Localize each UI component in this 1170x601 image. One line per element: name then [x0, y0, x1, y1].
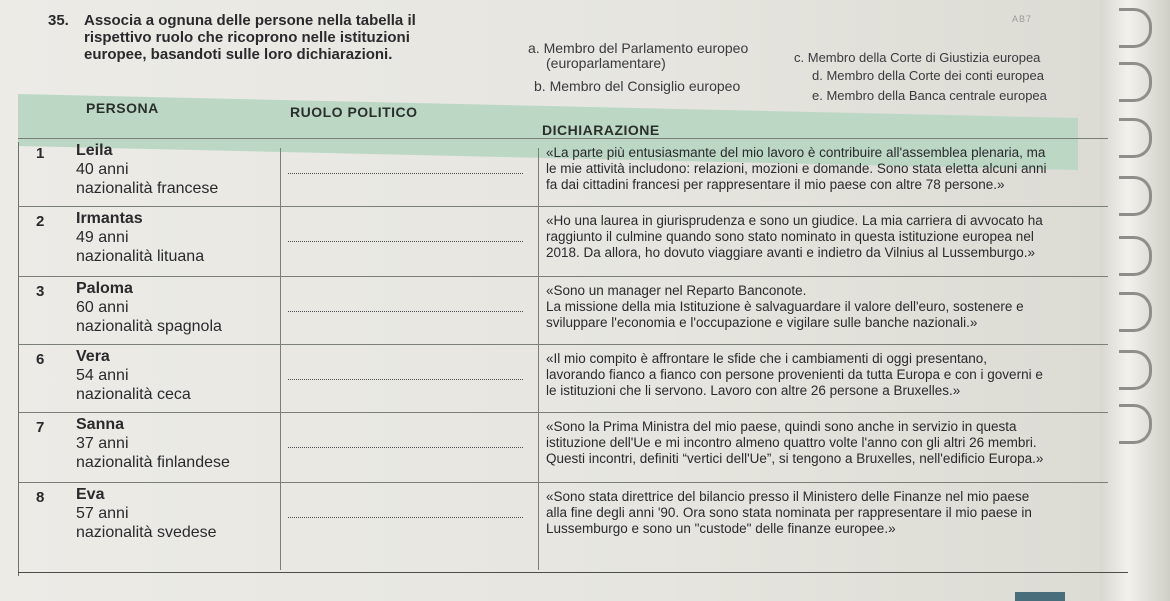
answer-blank[interactable]: [288, 311, 523, 312]
exercise-instructions: [48, 12, 518, 63]
person-name: Paloma: [76, 280, 133, 297]
matching-table: [18, 94, 1138, 576]
person-name: Eva: [76, 486, 105, 503]
header-dichiarazione: DICHIARAZIONE: [542, 122, 660, 138]
statement-cell: «Ho una laurea in giurisprudenza e sono un giudice. La mia carriera di avvocato ha raggiunto il culmine quando sono stato nominato in questa istituzione europea nel 2018. Da allora, ho dovuto viaggiare avanti e indietro da Vilnius al Lussemburgo.»: [546, 213, 1043, 260]
person-nationality: nazionalità ceca: [76, 386, 191, 403]
role-d: d. Membro della Corte dei conti europea: [812, 68, 1044, 83]
person-nationality: nazionalità spagnola: [76, 318, 222, 335]
person-nationality: nazionalità lituana: [76, 248, 205, 265]
exercise-line-1: Associa a ognuna delle persone nella tabella il: [84, 12, 416, 29]
person-name: Irmantas: [76, 210, 143, 227]
person-name: Vera: [76, 348, 110, 365]
person-cell: [76, 347, 191, 404]
table-row: [18, 482, 1108, 551]
person-name: Sanna: [76, 416, 125, 433]
person-name: Leila: [76, 142, 113, 159]
person-age: 60 anni: [76, 299, 129, 316]
answer-blank[interactable]: [288, 517, 523, 518]
header-ruolo: RUOLO POLITICO: [290, 104, 418, 120]
person-age: 37 anni: [76, 435, 129, 452]
table-row: [18, 138, 1108, 207]
exercise-line-2: rispettivo ruolo che ricoprono nelle istituzioni: [84, 29, 410, 46]
row-index: 7: [36, 419, 45, 436]
person-cell: [76, 279, 222, 336]
table-body: [18, 138, 1108, 576]
page-corner-strip: [1015, 592, 1065, 601]
role-c: c. Membro della Corte di Giustizia europea: [794, 50, 1041, 65]
table-row: [18, 276, 1108, 345]
person-cell: [76, 209, 204, 266]
row-index: 8: [36, 489, 45, 506]
person-age: 54 anni: [76, 367, 129, 384]
page-tag: AB7: [1012, 14, 1033, 24]
table-row: [18, 412, 1108, 481]
header-persona: PERSONA: [86, 100, 159, 116]
person-age: 40 anni: [76, 161, 129, 178]
person-cell: [76, 485, 217, 542]
person-nationality: nazionalità svedese: [76, 524, 217, 541]
answer-blank[interactable]: [288, 379, 523, 380]
statement-cell: «Sono un manager nel Reparto Banconote. La missione della mia Istituzione è salvaguardare il valore dell'euro, sostenere e sviluppare l'economia e l'occupazione e vigilare sulle banche nazionali.»: [546, 283, 1024, 330]
person-cell: [76, 141, 218, 198]
statement-cell: «Sono stata direttrice del bilancio presso il Ministero delle Finanze nel mio paese alla fine degli anni '90. Ora sono stata nominata per rappresentare il mio paese in Lussemburgo e sono un "custode" delle finanze europee.»: [546, 489, 1032, 536]
person-age: 49 anni: [76, 229, 129, 246]
role-b: b. Membro del Consiglio europeo: [534, 78, 741, 94]
person-nationality: nazionalità finlandese: [76, 454, 230, 471]
answer-blank[interactable]: [288, 447, 523, 448]
statement-cell: «La parte più entusiasmante del mio lavoro è contribuire all'assemblea plenaria, ma le mie attività includono: relazioni, mozioni e domande. Sono stata eletta alcuni anni fa dai cittadini francesi per rappresentare il mio paese con altre 78 persone.»: [546, 145, 1047, 192]
role-a-note: (europarlamentare): [546, 55, 666, 71]
statement-cell: «Sono la Prima Ministra del mio paese, quindi sono anche in servizio in questa istituzione dell'Ue e mi incontro almeno quattro volte l'anno con gli altri 26 membri. Questi incontri, definiti “vertici dell'Ue”, si tengono a Bruxelles, nell'edificio Europa.»: [546, 419, 1044, 466]
person-age: 57 anni: [76, 505, 129, 522]
role-e: e. Membro della Banca centrale europea: [812, 88, 1047, 103]
row-index: 1: [36, 145, 45, 162]
person-cell: [76, 415, 230, 472]
statement-cell: «Il mio compito è affrontare le sfide che i cambiamenti di oggi presentano, lavorando fianco a fianco con persone provenienti da tutta Europa e con i governi e le istituzioni che li servono. Lavoro con altre 26 persone a Bruxelles.»: [546, 351, 1043, 398]
table-row: [18, 206, 1108, 275]
answer-blank[interactable]: [288, 173, 523, 174]
row-index: 3: [36, 283, 45, 300]
exercise-number: 35.: [48, 12, 69, 29]
row-index: 6: [36, 351, 45, 368]
person-nationality: nazionalità francese: [76, 180, 219, 197]
role-a: a. Membro del Parlamento europeo: [528, 40, 749, 56]
exercise-line-3: europee, basandoti sulle loro dichiarazioni.: [84, 46, 393, 63]
row-index: 2: [36, 213, 45, 230]
table-row: [18, 344, 1108, 413]
answer-blank[interactable]: [288, 241, 523, 242]
